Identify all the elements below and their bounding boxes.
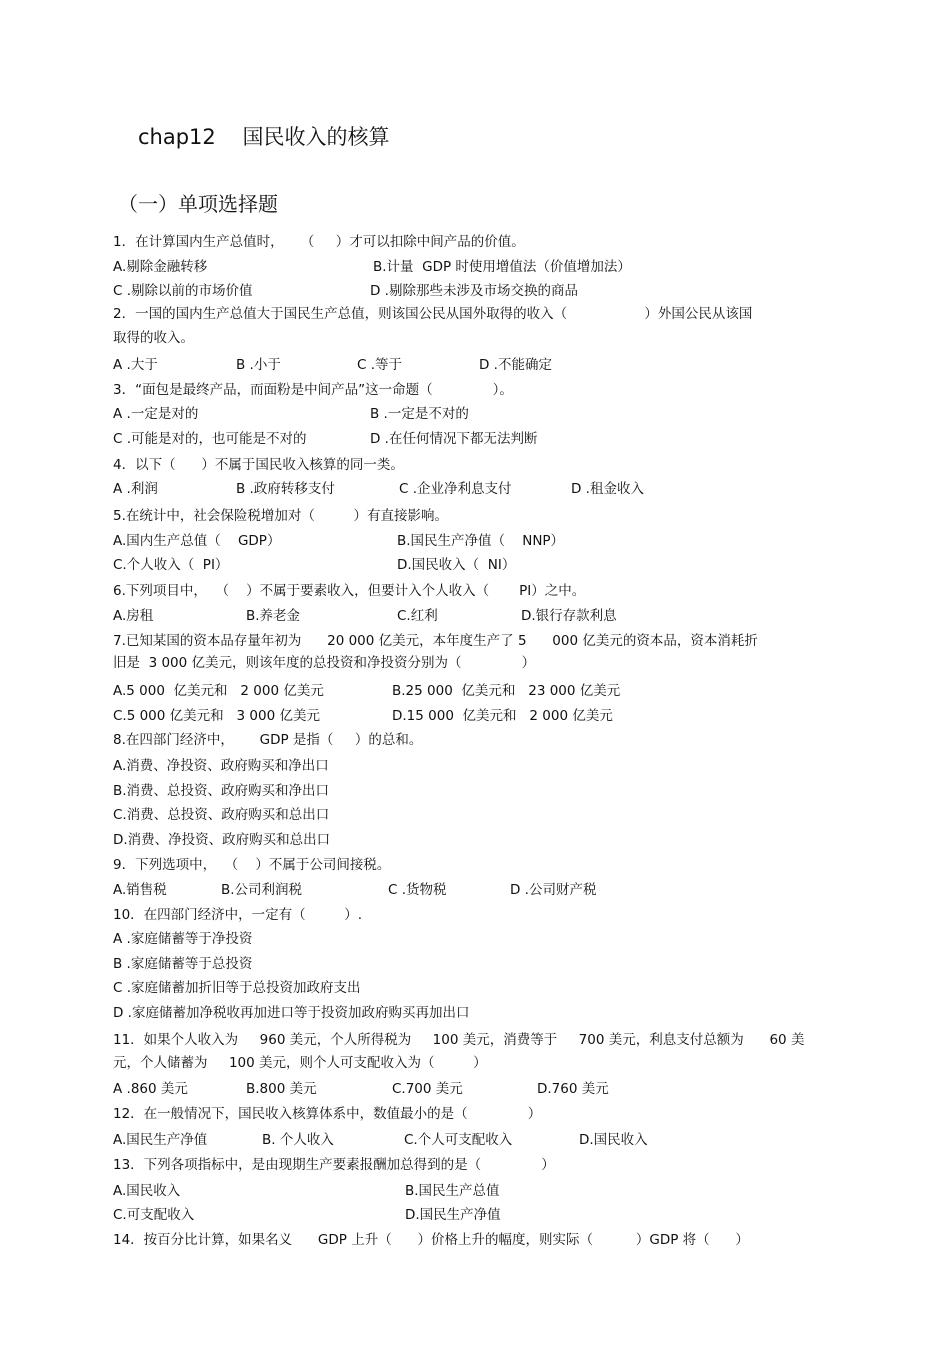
question-line: A.销售税 (113, 882, 167, 898)
option-text: D.760 美元 (537, 1081, 609, 1097)
question-line: 12．在一般情况下，国民收入核算体系中，数值最小的是（ ） (113, 1106, 542, 1122)
question-line: C.个人收入（ PI） (113, 557, 229, 573)
option-text: B.计量 GDP 时使用增值法（价值增加法） (373, 259, 631, 275)
option-text: C .等于 (357, 357, 403, 373)
option-text: B.养老金 (246, 608, 301, 624)
question-line: 13．下列各项指标中，是由现期生产要素报酬加总得到的是（ ） (113, 1157, 555, 1173)
option-text: C.个人可支配收入 (404, 1132, 513, 1148)
option-text: D .公司财产税 (510, 882, 597, 898)
chapter-title: chap12 国民收入的核算 (138, 125, 390, 149)
question-line: A.消费、净投资、政府购买和净出口 (113, 758, 329, 774)
question-line: 取得的收入。 (113, 330, 194, 346)
option-text: B.国民生产净值（ NNP） (397, 533, 565, 549)
option-text: D .不能确定 (479, 357, 552, 373)
question-line: C.可支配收入 (113, 1207, 195, 1223)
option-text: D.国民收入 (579, 1132, 648, 1148)
question-line: A.国民收入 (113, 1183, 181, 1199)
question-line: A .大于 (113, 357, 158, 373)
option-text: B .小于 (236, 357, 281, 373)
question-line: A.剔除金融转移 (113, 259, 208, 275)
option-text: B. 个人收入 (262, 1132, 334, 1148)
option-text: D.国民收入（ NI） (397, 557, 516, 573)
option-text: B.公司利润税 (221, 882, 303, 898)
section-heading: （一）单项选择题 (118, 192, 278, 216)
question-line: 7.已知某国的资本品存量年初为 20 000 亿美元，本年度生产了 5 000 亿美元的资本品，资本消耗折 (113, 633, 758, 649)
question-line: 4．以下（ ）不属于国民收入核算的同一类。 (113, 457, 404, 473)
question-line: C.消费、总投资、政府购买和总出口 (113, 807, 330, 823)
question-line: D .家庭储蓄加净税收再加进口等于投资加政府购买再加出口 (113, 1005, 470, 1021)
question-line: A.5 000 亿美元和 2 000 亿美元 (113, 683, 324, 699)
question-line: A .利润 (113, 481, 158, 497)
option-text: D.国民生产净值 (405, 1207, 501, 1223)
option-text: B.国民生产总值 (405, 1183, 500, 1199)
question-line: 9．下列选项中， （ ）不属于公司间接税。 (113, 857, 391, 873)
question-line: D.消费、净投资、政府购买和总出口 (113, 832, 331, 848)
question-line: 6.下列项目中， （ ）不属于要素收入，但要计入个人收入（ PI）之中。 (113, 583, 586, 599)
option-text: C .企业净利息支付 (399, 481, 512, 497)
option-text: D.15 000 亿美元和 2 000 亿美元 (392, 708, 613, 724)
option-text: D .剔除那些未涉及市场交换的商品 (370, 283, 578, 299)
option-text: C .货物税 (388, 882, 447, 898)
question-line: 3．“面包是最终产品，而面粉是中间产品”这一命题（ ）。 (113, 382, 513, 398)
question-line: 11．如果个人收入为 960 美元，个人所得税为 100 美元，消费等于 700 美元，利息支付总额为 60 美 (113, 1032, 805, 1048)
question-line: C.5 000 亿美元和 3 000 亿美元 (113, 708, 320, 724)
question-line: C .家庭储蓄加折旧等于总投资加政府支出 (113, 980, 361, 996)
question-line: 1．在计算国内生产总值时， （ ）才可以扣除中间产品的价值。 (113, 234, 525, 250)
question-line: A .860 美元 (113, 1081, 188, 1097)
question-line: C .可能是对的，也可能是不对的 (113, 431, 307, 447)
question-line: 10．在四部门经济中，一定有（ ）. (113, 907, 363, 923)
question-line: 8.在四部门经济中， GDP 是指（ ）的总和。 (113, 732, 423, 748)
option-text: B.25 000 亿美元和 23 000 亿美元 (392, 683, 621, 699)
option-text: B .政府转移支付 (236, 481, 335, 497)
question-line: 元，个人储蓄为 100 美元，则个人可支配收入为（ ） (113, 1055, 487, 1071)
question-line: 旧是 3 000 亿美元，则该年度的总投资和净投资分别为（ ） (113, 655, 536, 671)
option-text: D .租金收入 (571, 481, 644, 497)
option-text: C.红利 (397, 608, 438, 624)
question-line: 14．按百分比计算，如果名义 GDP 上升（ ）价格上升的幅度，则实际（ ）GDP 将（ ） (113, 1232, 749, 1248)
option-text: B.800 美元 (246, 1081, 317, 1097)
question-line: A.房租 (113, 608, 154, 624)
option-text: D.银行存款利息 (521, 608, 617, 624)
question-line: 2．一国的国内生产总值大于国民生产总值，则该国公民从国外取得的收入（ ）外国公民从该国 (113, 306, 753, 322)
question-line: 5.在统计中，社会保险税增加对（ ）有直接影响。 (113, 508, 449, 524)
question-line: A .家庭储蓄等于净投资 (113, 931, 253, 947)
question-line: C .剔除以前的市场价值 (113, 283, 253, 299)
question-line: A.国民生产净值 (113, 1132, 208, 1148)
option-text: C.700 美元 (392, 1081, 463, 1097)
question-line: A.国内生产总值（ GDP） (113, 533, 281, 549)
question-line: B.消费、总投资、政府购买和净出口 (113, 783, 330, 799)
question-line: A .一定是对的 (113, 406, 199, 422)
option-text: D .在任何情况下都无法判断 (370, 431, 538, 447)
option-text: B .一定是不对的 (370, 406, 469, 422)
question-line: B .家庭储蓄等于总投资 (113, 956, 253, 972)
